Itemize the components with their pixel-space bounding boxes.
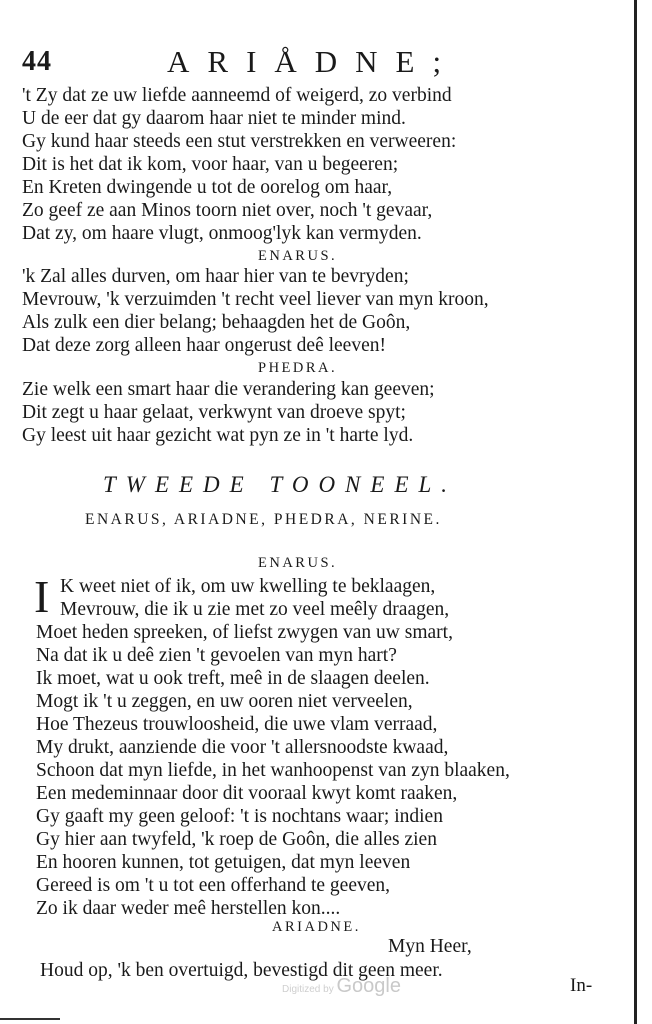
verse-line: Dit zegt u haar gelaat, verkwynt van droeve spyt; [22,402,406,423]
verse-line: Mogt ik 't u zeggen, en uw ooren niet verveelen, [36,691,413,712]
verse-line: En Kreten dwingende u tot de oorelog om haar, [22,177,393,198]
verse-line: Zo geef ze aan Minos toorn niet over, noch 't gevaar, [22,200,433,221]
speaker-name: PHEDRA. [258,360,338,376]
verse-line: Dat deze zorg alleen haar ongerust deê leeven! [22,335,386,356]
watermark-brand: Google [336,975,401,997]
verse-line: Myn Heer, [388,936,472,957]
catchword: In- [570,975,593,996]
verse-line: Moet heden spreeken, of liefst zwygen van uw smart, [36,622,453,643]
verse-line: Zie welk een smart haar die verandering kan geeven; [22,379,435,400]
verse-line: Dit is het dat ik kom, voor haar, van u begeeren; [22,154,399,175]
verse-line: Als zulk een dier belang; behaagden het de Goôn, [22,312,411,333]
verse-line: En hooren kunnen, tot getuigen, dat myn leeven [36,852,411,873]
page-number: 44 [22,46,52,77]
scene-title: TWEEDE TOONEEL. [103,472,458,497]
verse-line: My drukt, aanziende die voor 't allersnoodste kwaad, [36,737,449,758]
verse-line: Ik moet, wat u ook treft, meê in de slaagen deelen. [36,668,430,689]
verse-line: Zo ik daar weder meê herstellen kon.... [36,898,341,919]
verse-line: Na dat ik u deê zien 't gevoelen van myn hart? [36,645,397,666]
page-edge-rule [634,0,637,1024]
verse-line: Mevrouw, die ik u zie met zo veel meêly draagen, [60,599,450,620]
running-title: ARIÅDNE; [167,44,460,79]
verse-line: Hoe Thezeus trouwloosheid, die uwe vlam verraad, [36,714,438,735]
verse-line: Houd op, 'k ben overtuigd, bevestigd dit geen meer. [40,960,443,981]
verse-line: 't Zy dat ze uw liefde aanneemd of weigerd, zo verbind [22,85,452,106]
speaker-name: ENARUS. [258,555,338,571]
verse-line: Dat zy, om haare vlugt, onmoog'lyk kan vermyden. [22,223,422,244]
drop-cap: I [34,571,50,622]
page-header [22,44,522,84]
verse-line: Schoon dat myn liefde, in het wanhoopenst van zyn blaaken, [36,760,510,781]
verse-line: Gy gaaft my geen geloof: 't is nochtans waar; indien [36,806,443,827]
verse-line: Mevrouw, 'k verzuimden 't recht veel liever van myn kroon, [22,289,489,310]
speaker-name: ENARUS. [258,248,338,264]
verse-line: Gy kund haar steeds een stut verstrekken en verweeren: [22,131,457,152]
verse-line: 'k Zal alles durven, om haar hier van te bevryden; [22,266,409,287]
footer-rule [0,1018,60,1020]
cast-list: ENARUS, ARIADNE, PHEDRA, NERINE. [85,511,442,528]
verse-line: K weet niet of ik, om uw kwelling te beklaagen, [60,576,436,597]
speaker-name: ARIADNE. [272,919,361,935]
watermark-prefix: Digitized by [282,984,334,995]
verse-line: U de eer dat gy daarom haar niet te minder mind. [22,108,406,129]
digitization-watermark [282,975,401,998]
verse-line: Gy leest uit haar gezicht wat pyn ze in 't harte lyd. [22,425,414,446]
verse-line: Gy hier aan twyfeld, 'k roep de Goôn, die alles zien [36,829,437,850]
verse-line: Gereed is om 't u tot een offerhand te geeven, [36,875,391,896]
verse-line: Een medeminnaar door dit vooraal kwyt komt raaken, [36,783,458,804]
